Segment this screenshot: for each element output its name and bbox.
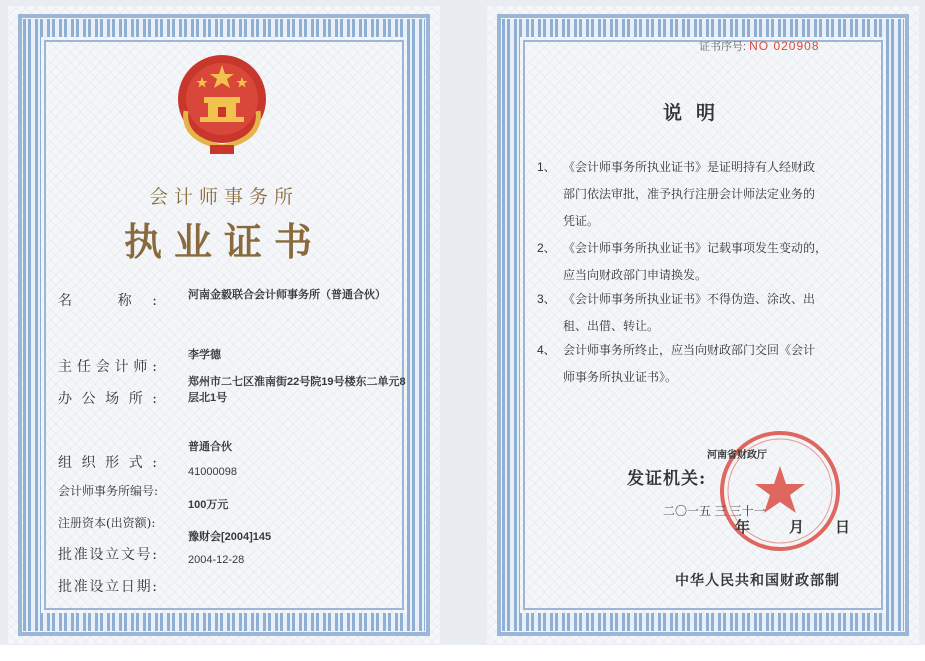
certificate-title-small: 会计师事务所 xyxy=(148,186,299,208)
field-value-chief-accountant: 李学德 xyxy=(188,349,221,361)
ministry-name: 中华人民共和国财政部制 xyxy=(675,573,840,589)
field-label-organization-form: 组织形式: xyxy=(58,455,158,471)
field-value-name: 河南金毅联合会计师事务所（普通合伙） xyxy=(188,289,386,301)
issuer-label: 发证机关: xyxy=(627,469,707,489)
instructions-heading: 说明 xyxy=(663,102,730,124)
field-label-registered-capital: 注册资本(出资额): xyxy=(58,516,156,530)
instruction-item-1: 1、 《会计师事务所执业证书》是证明持有人经财政 部门依法审批，准予执行注册会计师法定业务的 凭证。 xyxy=(537,160,816,228)
field-value-firm-number: 41000098 xyxy=(188,466,237,478)
certificate-left-page xyxy=(8,6,440,644)
field-value-approval-document: 豫财会[2004]145 xyxy=(188,531,272,543)
certificate-right-page xyxy=(487,6,919,644)
issue-date-filled: 二〇一五 三 三十一 xyxy=(663,504,766,518)
field-value-registered-capital: 100万元 xyxy=(188,499,229,511)
date-month-label: 月 xyxy=(789,518,805,536)
seal-authority-name: 河南省财政厅 xyxy=(707,450,767,461)
field-label-chief-accountant: 主任会计师: xyxy=(58,359,158,375)
date-year-label: 年 xyxy=(735,518,751,536)
instruction-item-4: 4、 会计师事务所终止，应当向财政部门交回《会计 师事务所执业证书》。 xyxy=(537,343,816,384)
scan-bottom-margin xyxy=(0,645,925,661)
field-value-organization-form: 普通合伙 xyxy=(188,441,232,453)
date-day-label: 日 xyxy=(835,518,851,536)
field-label-approval-document: 批准设立文号: xyxy=(58,547,158,563)
instruction-item-2: 2、 《会计师事务所执业证书》记载事项发生变动的， 应当向财政部门申请换发。 xyxy=(537,241,828,282)
field-value-approval-date: 2004-12-28 xyxy=(188,554,245,566)
certificate-title-large: 执业证书 xyxy=(123,219,324,264)
serial-number xyxy=(699,38,820,54)
field-label-firm-number: 会计师事务所编号: xyxy=(58,484,159,498)
field-value-office-address: 郑州市二七区淮南街22号院19号楼东二单元8层北1号 xyxy=(188,376,406,404)
field-label-approval-date: 批准设立日期: xyxy=(58,579,158,595)
field-label-name: 名 称: xyxy=(58,293,158,309)
field-label-office-address: 办公场所: xyxy=(58,391,158,407)
serial-value: NO 020908 xyxy=(749,39,820,53)
instruction-item-3: 3、 《会计师事务所执业证书》不得伪造、涂改、出 租、出借、转让。 xyxy=(537,292,816,333)
serial-label: 证书序号: xyxy=(699,41,747,53)
national-emblem-icon xyxy=(172,51,272,156)
